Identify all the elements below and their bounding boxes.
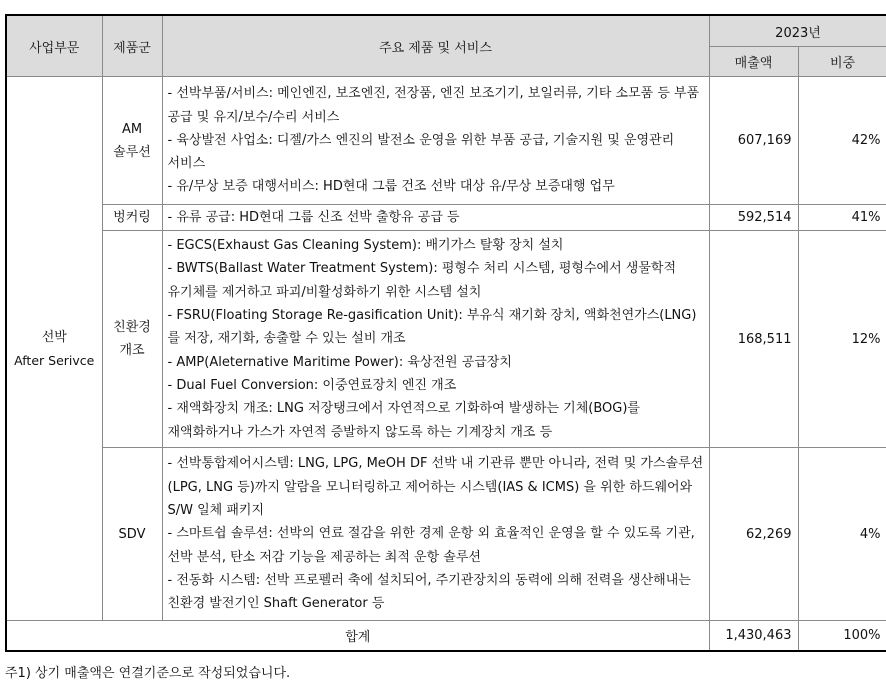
product-group-cell bbox=[102, 231, 162, 448]
header-product-group: 제품군 bbox=[102, 15, 162, 77]
header-sales: 매출액 bbox=[709, 47, 798, 77]
segment-subname: After Serivce bbox=[14, 352, 95, 368]
product-description-cell bbox=[162, 205, 709, 231]
product-item: - BWTS(Ballast Water Treatment System): 평형수 처리 시스템, 평형수에서 생물학적 유기체를 제거하고 파괴/비활성화하기 위한 시스템 설치 bbox=[167, 261, 677, 300]
share-value: 4% bbox=[798, 448, 886, 621]
product-item: - 선박통합제어시스템: LNG, LPG, MeOH DF 선박 내 기관류 뿐만 아니라, 전력 및 가스솔루션(LPG, LNG 등)까지 알람을 모니터링하고 제어하는 시스템(IAS & ICMS) 을 위한 하드웨어와 S/W 일체 패키지 bbox=[167, 456, 704, 519]
product-group-label: AM bbox=[121, 121, 143, 137]
product-group-cell bbox=[102, 448, 162, 621]
product-group-cell bbox=[102, 205, 162, 231]
sales-value: 62,269 bbox=[709, 448, 798, 621]
product-item: - 전동화 시스템: 선박 프로펠러 축에 설치되어, 주기관장치의 동력에 의해 전력을 생산해내는 친환경 발전기인 Shaft Generator 등 bbox=[167, 572, 691, 612]
product-item: - FSRU(Floating Storage Re-gasification Unit): 부유식 재기화 장치, 액화천연가스(LNG)를 저장, 재기화, 송출할 수 있는 설비 개조 bbox=[167, 308, 697, 347]
total-share: 100% bbox=[798, 621, 886, 652]
product-item: - Dual Fuel Conversion: 이중연료장치 엔진 개조 bbox=[167, 377, 457, 393]
table-row bbox=[6, 231, 886, 448]
product-item: - 유/무상 보증 대행서비스: HD현대 그룹 건조 선박 대상 유/무상 보증대행 업무 bbox=[167, 179, 615, 195]
product-group-label: SDV bbox=[118, 526, 146, 542]
share-value: 12% bbox=[798, 231, 886, 448]
product-item: - 선박부품/서비스: 메인엔진, 보조엔진, 전장품, 엔진 보조기기, 보일러류, 기타 소모품 등 부품 공급 및 유지/보수/수리 서비스 bbox=[167, 86, 700, 125]
segment-cell bbox=[6, 77, 102, 621]
header-main-products: 주요 제품 및 서비스 bbox=[162, 15, 709, 77]
product-item: - 스마트쉽 솔루션: 선박의 연료 절감을 위한 경제 운항 외 효율적인 운영을 할 수 있도록 기관, 선박 분석, 탄소 저감 기능을 제공하는 최적 운항 솔루션 bbox=[167, 526, 695, 565]
product-group-label: 개조 bbox=[119, 343, 145, 358]
product-item: - EGCS(Exhaust Gas Cleaning System): 배기가스 탈황 장치 설치 bbox=[167, 238, 564, 254]
product-group-label: 친환경 bbox=[113, 320, 151, 335]
product-item: - 유류 공급: HD현대 그룹 신조 선박 출항유 공급 등 bbox=[167, 209, 460, 225]
sales-value: 592,514 bbox=[709, 205, 798, 231]
product-item: - 재액화장치 개조: LNG 저장탱크에서 자연적으로 기화하여 발생하는 기체(BOG)를 재액화하거나 가스가 자연적 증발하지 않도록 하는 기계장치 개조 등 bbox=[167, 401, 640, 440]
product-item: - AMP(Aleternative Maritime Power): 육상전원 공급장치 bbox=[167, 354, 512, 370]
segment-name: 선박 bbox=[41, 329, 67, 345]
footnote: 주1) 상기 매출액은 연결기준으로 작성되었습니다. bbox=[5, 666, 291, 681]
share-value: 41% bbox=[798, 205, 886, 231]
total-label: 합계 bbox=[6, 621, 709, 652]
product-description-cell bbox=[162, 448, 709, 621]
header-share: 비중 bbox=[798, 47, 886, 77]
table-row bbox=[6, 77, 886, 205]
header-segment: 사업부문 bbox=[6, 15, 102, 77]
total-row bbox=[6, 621, 886, 652]
product-group-label: 벙커링 bbox=[113, 210, 151, 225]
header-year: 2023년 bbox=[709, 15, 886, 47]
product-group-label: 솔루션 bbox=[113, 144, 151, 160]
sales-value: 168,511 bbox=[709, 231, 798, 448]
total-sales: 1,430,463 bbox=[709, 621, 798, 652]
product-item: - 육상발전 사업소: 디젤/가스 엔진의 발전소 운영을 위한 부품 공급, 기술지원 및 운영관리 서비스 bbox=[167, 132, 675, 172]
share-value: 42% bbox=[798, 77, 886, 205]
product-description-cell bbox=[162, 77, 709, 205]
table-row bbox=[6, 205, 886, 231]
product-group-cell bbox=[102, 77, 162, 205]
sales-value: 607,169 bbox=[709, 77, 798, 205]
product-description-cell bbox=[162, 231, 709, 448]
table-row bbox=[6, 448, 886, 621]
sales-by-product-table bbox=[5, 14, 886, 652]
